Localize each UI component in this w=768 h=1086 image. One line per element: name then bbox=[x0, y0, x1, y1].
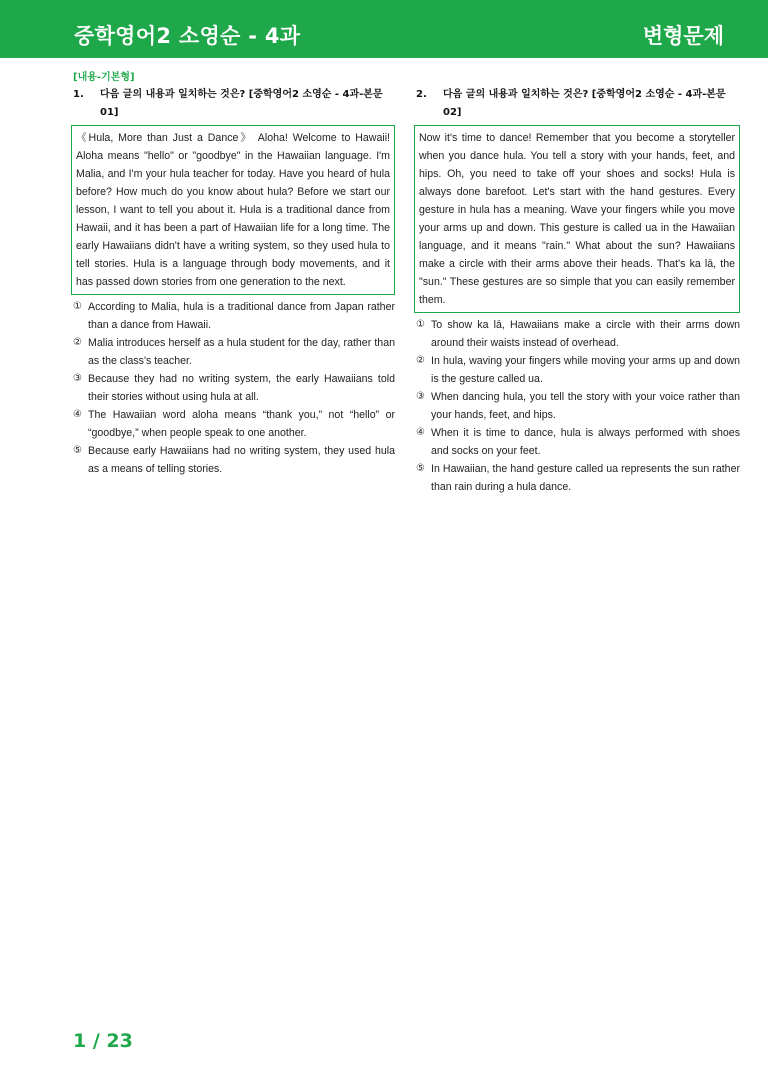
option-text: In Hawaiian, the hand gesture called ua represents the sun rather than rain during a hula dance. bbox=[431, 463, 740, 493]
options-list bbox=[414, 316, 740, 496]
option-text: When dancing hula, you tell the story with your voice rather than your hands, feet, and hips. bbox=[431, 391, 740, 421]
option-5[interactable] bbox=[414, 460, 740, 496]
options-list bbox=[71, 298, 395, 478]
option-1[interactable] bbox=[414, 316, 740, 352]
header-title: 중학영어2 소영순 - 4과 bbox=[74, 24, 301, 48]
question-2 bbox=[414, 86, 740, 496]
passage-box: Now it's time to dance! Remember that you become a storyteller when you dance hula. You tell a story with your hands, feet, and hips. Oh, you need to take off your shoes and socks! Hula is always done barefoot. Let's start with the hand gestures. Every gesture in hula has a meaning. Wave your fingers while you move your arms up and down. This gesture is called ua in the Hawaiian language, and it means "rain." What about the sun? Hawaiians make a circle with their arms above their heads. That's ka lā, the "sun." These gestures are so simple that you can easily remember them. bbox=[414, 125, 740, 313]
option-marker: ① bbox=[416, 319, 425, 330]
option-text: Because early Hawaiians had no writing system, they used hula as a means of telling stories. bbox=[88, 445, 395, 475]
option-2[interactable] bbox=[71, 334, 395, 370]
option-text: Because they had no writing system, the early Hawaiians told their stories without using hula at all. bbox=[88, 373, 395, 403]
option-text: Malia introduces herself as a hula student for the day, rather than as the class's teacher. bbox=[88, 337, 395, 367]
page-number: 1 / 23 bbox=[73, 1030, 133, 1052]
option-5[interactable] bbox=[71, 442, 395, 478]
question-number: 1. bbox=[73, 89, 84, 100]
option-marker: ③ bbox=[73, 373, 82, 384]
passage-box: 《Hula, More than Just a Dance》 Aloha! Welcome to Hawaii! Aloha means "hello" or "goodbye" in the Hawaiian language. I'm Malia, and I'm your hula teacher for today. Have you heard of hula before? How much do you know about hula? Before we start our lesson, I want to tell you about it. Hula is a traditional dance from Hawaii, and it has been a part of Hawaiian life for a long time. The early Hawaiians didn't have a writing system, so they used hula to tell stories. Hula is a language through body movements, and it has passed down stories from one generation to the next. bbox=[71, 125, 395, 295]
option-text: When it is time to dance, hula is always performed with shoes and socks on your feet. bbox=[431, 427, 740, 457]
option-2[interactable] bbox=[414, 352, 740, 388]
option-3[interactable] bbox=[414, 388, 740, 424]
question-prompt: 다음 글의 내용과 일치하는 것은? [중학영어2 소영순 - 4과-본문 01] bbox=[100, 89, 383, 118]
option-marker: ① bbox=[73, 301, 82, 312]
option-1[interactable] bbox=[71, 298, 395, 334]
question-header bbox=[414, 86, 740, 122]
question-1 bbox=[71, 86, 395, 478]
option-marker: ④ bbox=[416, 427, 425, 438]
option-marker: ② bbox=[73, 337, 82, 348]
option-marker: ③ bbox=[416, 391, 425, 402]
question-header bbox=[71, 86, 395, 122]
option-3[interactable] bbox=[71, 370, 395, 406]
page-header bbox=[0, 0, 768, 58]
question-prompt: 다음 글의 내용과 일치하는 것은? [중학영어2 소영순 - 4과-본문 02] bbox=[443, 89, 726, 118]
option-4[interactable] bbox=[414, 424, 740, 460]
option-marker: ⑤ bbox=[416, 463, 425, 474]
header-right-label: 변형문제 bbox=[642, 24, 724, 48]
option-text: According to Malia, hula is a traditional dance from Japan rather than a dance from Hawaii. bbox=[88, 301, 395, 331]
option-4[interactable] bbox=[71, 406, 395, 442]
option-marker: ④ bbox=[73, 409, 82, 420]
category-label: [내용-기본형] bbox=[73, 72, 135, 83]
question-number: 2. bbox=[416, 89, 427, 100]
option-marker: ⑤ bbox=[73, 445, 82, 456]
option-text: To show ka lā, Hawaiians make a circle with their arms down around their waists instead of overhead. bbox=[431, 319, 740, 349]
option-text: In hula, waving your fingers while moving your arms up and down is the gesture called ua. bbox=[431, 355, 740, 385]
option-text: The Hawaiian word aloha means “thank you,” not “hello” or “goodbye,” when people speak to one another. bbox=[88, 409, 395, 439]
option-marker: ② bbox=[416, 355, 425, 366]
